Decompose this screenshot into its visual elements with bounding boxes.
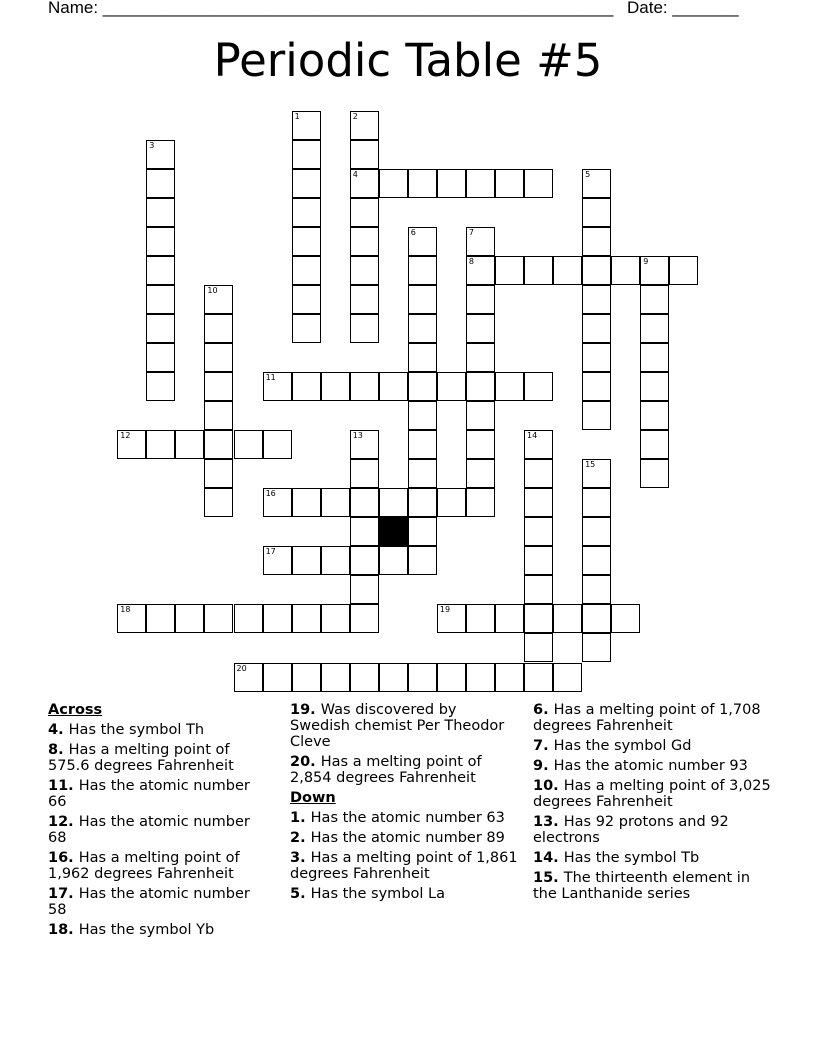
grid-cell[interactable] (321, 604, 350, 633)
grid-cell[interactable] (408, 517, 437, 546)
grid-cell[interactable] (292, 256, 321, 285)
grid-cell[interactable] (204, 314, 233, 343)
grid-cell[interactable] (582, 517, 611, 546)
across-clue: 12. Has the atomic number 68 (48, 814, 250, 846)
grid-cell[interactable] (524, 546, 553, 575)
grid-cell[interactable] (234, 663, 263, 692)
down-heading: Down (290, 790, 336, 806)
grid-cell[interactable] (146, 140, 175, 169)
grid-cell[interactable] (292, 140, 321, 169)
grid-cell[interactable] (524, 663, 553, 692)
grid-cell[interactable] (582, 285, 611, 314)
grid-cell[interactable] (582, 372, 611, 401)
grid-cell[interactable] (175, 604, 204, 633)
grid-cell[interactable] (524, 488, 553, 517)
grid-cell[interactable] (350, 517, 379, 546)
clue-number: 8 (468, 256, 474, 266)
grid-cell[interactable] (146, 198, 175, 227)
grid-cell[interactable] (379, 488, 408, 517)
grid-cell[interactable] (292, 285, 321, 314)
grid-cell[interactable] (263, 488, 292, 517)
grid-cell[interactable] (640, 343, 669, 372)
grid-cell[interactable] (466, 459, 495, 488)
grid-cell[interactable] (495, 604, 524, 633)
grid-cell[interactable] (582, 227, 611, 256)
grid-cell[interactable] (611, 256, 640, 285)
grid-cell[interactable] (466, 604, 495, 633)
grid-cell[interactable] (640, 430, 669, 459)
clue-number: 5 (585, 169, 591, 179)
grid-cell[interactable] (350, 546, 379, 575)
grid-cell[interactable] (292, 604, 321, 633)
clue-number: 2 (352, 111, 358, 121)
down-clue: 1. Has the atomic number 63 (290, 810, 505, 826)
grid-cell[interactable] (582, 401, 611, 430)
grid-cell[interactable] (204, 372, 233, 401)
down-clue: 6. Has a melting point of 1,708 degrees Fahrenheit (533, 702, 761, 734)
clue-number: 9 (643, 256, 649, 266)
grid-cell[interactable] (640, 459, 669, 488)
clue-number: 1 (294, 111, 300, 121)
grid-cell[interactable] (146, 285, 175, 314)
grid-cell[interactable] (437, 488, 466, 517)
across-heading: Across (48, 702, 103, 718)
grid-cell[interactable] (495, 256, 524, 285)
clue-number: 15 (585, 460, 596, 470)
clue-number: 18 (120, 605, 131, 615)
grid-cell[interactable] (524, 459, 553, 488)
grid-cell[interactable] (146, 343, 175, 372)
grid-cell[interactable] (582, 314, 611, 343)
grid-cell[interactable] (350, 285, 379, 314)
grid-cell[interactable] (292, 546, 321, 575)
grid-cell[interactable] (321, 372, 350, 401)
grid-cell[interactable] (292, 198, 321, 227)
grid-cell[interactable] (292, 314, 321, 343)
down-clue: 2. Has the atomic number 89 (290, 830, 505, 846)
grid-cell[interactable] (582, 198, 611, 227)
grid-cell[interactable] (466, 488, 495, 517)
grid-cell[interactable] (524, 517, 553, 546)
grid-cell[interactable] (466, 314, 495, 343)
grid-cell[interactable] (408, 372, 437, 401)
grid-cell[interactable] (582, 459, 611, 488)
grid-cell[interactable] (408, 488, 437, 517)
grid-cell[interactable] (350, 575, 379, 604)
grid-cell[interactable] (263, 546, 292, 575)
grid-cell[interactable] (146, 604, 175, 633)
clue-number: 3 (149, 140, 155, 150)
grid-cell[interactable] (292, 663, 321, 692)
grid-cell[interactable] (350, 198, 379, 227)
grid-cell[interactable] (350, 663, 379, 692)
grid-cell[interactable] (234, 430, 263, 459)
name-field-label[interactable]: Name: ______________________________________________________ (48, 0, 614, 17)
across-clue: 16. Has a melting point of 1,962 degrees Fahrenheit (48, 850, 240, 882)
clue-number: 16 (265, 489, 276, 499)
across-clue: 8. Has a melting point of 575.6 degrees Fahrenheit (48, 742, 234, 774)
clue-column-3 (533, 702, 773, 906)
clue-number: 11 (265, 372, 276, 382)
grid-cell[interactable] (466, 663, 495, 692)
grid-cell[interactable] (408, 285, 437, 314)
grid-cell[interactable] (350, 256, 379, 285)
grid-cell[interactable] (146, 169, 175, 198)
grid-cell[interactable] (321, 488, 350, 517)
grid-cell[interactable] (582, 488, 611, 517)
grid-cell[interactable] (117, 604, 146, 633)
grid-cell[interactable] (495, 372, 524, 401)
grid-cell[interactable] (640, 372, 669, 401)
grid-cell[interactable] (553, 604, 582, 633)
grid-cell[interactable] (408, 256, 437, 285)
grid-cell[interactable] (524, 169, 553, 198)
across-clue: 4. Has the symbol Th (48, 722, 205, 738)
grid-cell[interactable] (146, 372, 175, 401)
grid-cell[interactable] (292, 227, 321, 256)
clue-number: 4 (352, 169, 358, 179)
grid-cell[interactable] (204, 343, 233, 372)
grid-cell[interactable] (263, 604, 292, 633)
grid-cell[interactable] (524, 372, 553, 401)
grid-cell[interactable] (466, 227, 495, 256)
grid-cell[interactable] (146, 314, 175, 343)
grid-cell[interactable] (350, 227, 379, 256)
grid-cell[interactable] (408, 430, 437, 459)
clue-number: 10 (207, 285, 218, 295)
grid-cell[interactable] (524, 256, 553, 285)
down-clue: 7. Has the symbol Gd (533, 738, 692, 754)
grid-cell[interactable] (640, 401, 669, 430)
grid-cell[interactable] (640, 256, 669, 285)
clue-number: 17 (265, 547, 276, 557)
grid-cell[interactable] (582, 633, 611, 662)
grid-cell[interactable] (582, 169, 611, 198)
grid-cell[interactable] (408, 314, 437, 343)
grid-cell[interactable] (582, 604, 611, 633)
grid-cell[interactable] (582, 343, 611, 372)
across-clue: 18. Has the symbol Yb (48, 922, 215, 938)
grid-cell[interactable] (175, 430, 204, 459)
clue-number: 14 (527, 431, 538, 441)
clue-number: 20 (236, 663, 247, 673)
down-clue: 9. Has the atomic number 93 (533, 758, 748, 774)
grid-cell[interactable] (350, 604, 379, 633)
down-clue: 3. Has a melting point of 1,861 degrees Fahrenheit (290, 850, 518, 882)
grid-cell[interactable] (408, 227, 437, 256)
grid-cell[interactable] (292, 372, 321, 401)
grid-cell[interactable] (234, 604, 263, 633)
grid-cell[interactable] (350, 488, 379, 517)
grid-cell[interactable] (321, 663, 350, 692)
grid-cell[interactable] (524, 430, 553, 459)
grid-cell[interactable] (640, 285, 669, 314)
across-clue: 17. Has the atomic number 58 (48, 886, 250, 918)
clue-number: 19 (439, 605, 451, 615)
grid-cell[interactable] (524, 604, 553, 633)
grid-cell[interactable] (495, 169, 524, 198)
grid-cell[interactable] (466, 256, 495, 285)
clue-number: 13 (352, 431, 363, 441)
grid-cell[interactable] (292, 111, 321, 140)
across-clue: 19. Was discovered by Swedish chemist Per Theodor Cleve (290, 702, 505, 750)
clue-number: 12 (120, 431, 131, 441)
grid-cell[interactable] (582, 546, 611, 575)
grid-cell[interactable] (437, 604, 466, 633)
grid-cell[interactable] (466, 401, 495, 430)
grid-cell[interactable] (350, 372, 379, 401)
clue-number: 7 (468, 227, 474, 237)
grid-cell[interactable] (379, 169, 408, 198)
grid-cell[interactable] (204, 430, 233, 459)
grid-cell[interactable] (350, 314, 379, 343)
grid-cell[interactable] (379, 663, 408, 692)
grid-cell[interactable] (524, 633, 553, 662)
grid-cell[interactable] (379, 546, 408, 575)
grid-cell[interactable] (466, 343, 495, 372)
grid-cell[interactable] (582, 256, 611, 285)
grid-cell[interactable] (204, 401, 233, 430)
grid-cell[interactable] (553, 256, 582, 285)
grid-cell[interactable] (204, 285, 233, 314)
grid-cell[interactable] (263, 430, 292, 459)
clue-column-1 (48, 702, 270, 942)
grid-cell[interactable] (146, 256, 175, 285)
down-clue: 10. Has a melting point of 3,025 degrees Fahrenheit (533, 778, 771, 810)
grid-cell[interactable] (146, 430, 175, 459)
grid-cell[interactable] (437, 169, 466, 198)
grid-cell[interactable] (379, 372, 408, 401)
clue-number: 6 (410, 227, 416, 237)
grid-cell[interactable] (292, 488, 321, 517)
grid-cell[interactable] (611, 604, 640, 633)
grid-cell[interactable] (350, 169, 379, 198)
grid-cell[interactable] (408, 169, 437, 198)
date-field-label[interactable]: Date: _______ (627, 0, 739, 17)
grid-cell[interactable] (466, 169, 495, 198)
grid-cell[interactable] (466, 372, 495, 401)
grid-cell[interactable] (350, 430, 379, 459)
page-title: Periodic Table #5 (213, 34, 603, 87)
grid-cell[interactable] (437, 372, 466, 401)
grid-cell[interactable] (204, 459, 233, 488)
grid-cell[interactable] (408, 663, 437, 692)
grid-cell[interactable] (640, 314, 669, 343)
black-square (379, 517, 408, 546)
grid-cell[interactable] (204, 488, 233, 517)
grid-cell[interactable] (263, 663, 292, 692)
grid-cell[interactable] (350, 111, 379, 140)
grid-cell[interactable] (466, 285, 495, 314)
grid-cell[interactable] (263, 372, 292, 401)
grid-cell[interactable] (437, 663, 466, 692)
clue-column-2 (290, 702, 520, 906)
across-clue: 20. Has a melting point of 2,854 degrees Fahrenheit (290, 754, 482, 786)
grid-cell[interactable] (408, 401, 437, 430)
grid-cell[interactable] (408, 343, 437, 372)
grid-cell[interactable] (408, 459, 437, 488)
down-clue: 13. Has 92 protons and 92 electrons (533, 814, 729, 846)
grid-cell[interactable] (204, 604, 233, 633)
grid-cell[interactable] (582, 575, 611, 604)
grid-cell[interactable] (321, 546, 350, 575)
grid-cell[interactable] (350, 459, 379, 488)
grid-cell[interactable] (669, 256, 698, 285)
grid-cell[interactable] (466, 430, 495, 459)
down-clue: 15. The thirteenth element in the Lanthanide series (533, 870, 751, 902)
grid-cell[interactable] (117, 430, 146, 459)
down-clue: 14. Has the symbol Tb (533, 850, 700, 866)
down-clue: 5. Has the symbol La (290, 886, 445, 902)
across-clue: 11. Has the atomic number 66 (48, 778, 250, 810)
grid-cell[interactable] (524, 575, 553, 604)
grid-cell[interactable] (292, 169, 321, 198)
grid-cell[interactable] (350, 140, 379, 169)
grid-cell[interactable] (553, 663, 582, 692)
grid-cell[interactable] (146, 227, 175, 256)
grid-cell[interactable] (495, 663, 524, 692)
grid-cell[interactable] (408, 546, 437, 575)
